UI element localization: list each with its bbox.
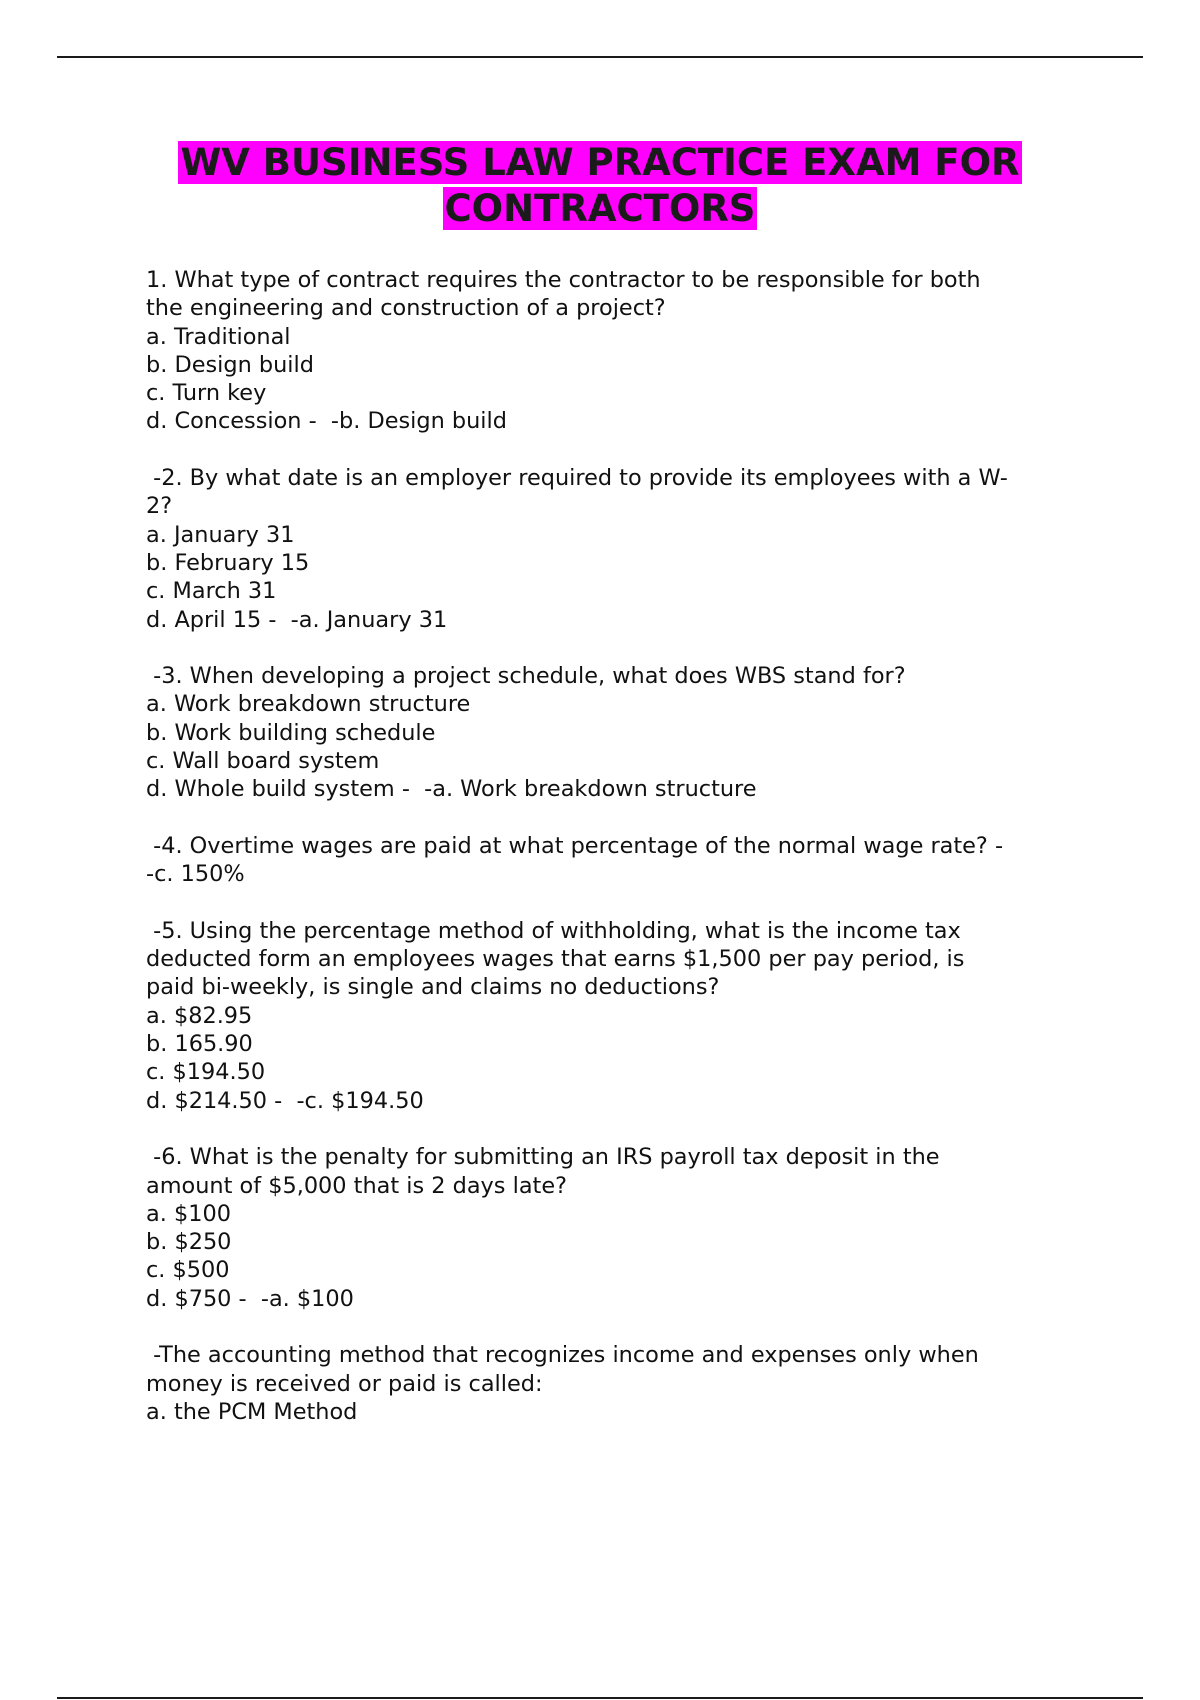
question-line: c. $194.50 — [146, 1059, 266, 1086]
header-rule — [57, 56, 1143, 58]
question-text: -6. What is the penalty for submitting an IRS payroll tax deposit in the — [146, 1144, 940, 1171]
document-title — [0, 140, 1200, 232]
question-line: d. Concession - -b. Design build — [146, 408, 507, 435]
question-line: c. Turn key — [146, 380, 267, 407]
question-line: b. February 15 — [146, 549, 310, 576]
question-line: c. Wall board system — [146, 748, 380, 775]
question-text: -3. When developing a project schedule, what does WBS stand for? — [146, 663, 906, 690]
title-line-2: CONTRACTORS — [444, 187, 756, 230]
question-line: d. $750 - -a. $100 — [146, 1285, 354, 1312]
question-text: 1. What type of contract requires the contractor to be responsible for both — [146, 267, 981, 293]
question-line: d. Whole build system - -a. Work breakdown structure — [146, 776, 757, 803]
question-line: b. Design build — [146, 351, 314, 378]
question-line: deducted form an employees wages that earns $1,500 per pay period, is — [146, 946, 965, 973]
question-line: a. $82.95 — [146, 1002, 253, 1029]
question-line: b. Work building schedule — [146, 719, 436, 746]
question-line: a. the PCM Method — [146, 1398, 358, 1425]
question-line: money is received or paid is called: — [146, 1370, 543, 1397]
question-block — [146, 1143, 1086, 1313]
question-block — [146, 832, 1086, 889]
question-line: paid bi-weekly, is single and claims no deductions? — [146, 974, 720, 1001]
question-line: 2? — [146, 493, 173, 520]
question-line: -c. 150% — [146, 861, 245, 888]
question-line: c. $500 — [146, 1257, 230, 1284]
question-line: a. January 31 — [146, 521, 295, 548]
question-line: d. April 15 - -a. January 31 — [146, 606, 448, 633]
question-line: a. $100 — [146, 1200, 231, 1227]
question-line: b. 165.90 — [146, 1031, 253, 1058]
question-text: -5. Using the percentage method of withholding, what is the income tax — [146, 917, 961, 944]
question-line: b. $250 — [146, 1229, 232, 1256]
question-text: -2. By what date is an employer required to provide its employees with a W- — [146, 465, 1008, 492]
question-line: amount of $5,000 that is 2 days late? — [146, 1172, 567, 1199]
question-block — [146, 266, 1086, 436]
question-block — [146, 464, 1086, 634]
question-line: d. $214.50 - -c. $194.50 — [146, 1087, 424, 1114]
question-line: the engineering and construction of a project? — [146, 295, 666, 322]
question-block — [146, 662, 1086, 803]
question-block — [146, 917, 1086, 1115]
question-text: -4. Overtime wages are paid at what percentage of the normal wage rate? - — [146, 832, 1004, 859]
question-line: c. March 31 — [146, 578, 277, 605]
question-list — [146, 266, 1086, 1454]
question-text: -The accounting method that recognizes income and expenses only when — [146, 1342, 979, 1369]
question-line: a. Work breakdown structure — [146, 691, 471, 718]
question-line: a. Traditional — [146, 323, 291, 350]
footer-rule — [57, 1697, 1143, 1699]
title-line-1: WV BUSINESS LAW PRACTICE EXAM FOR — [180, 141, 1020, 184]
question-block — [146, 1341, 1086, 1426]
